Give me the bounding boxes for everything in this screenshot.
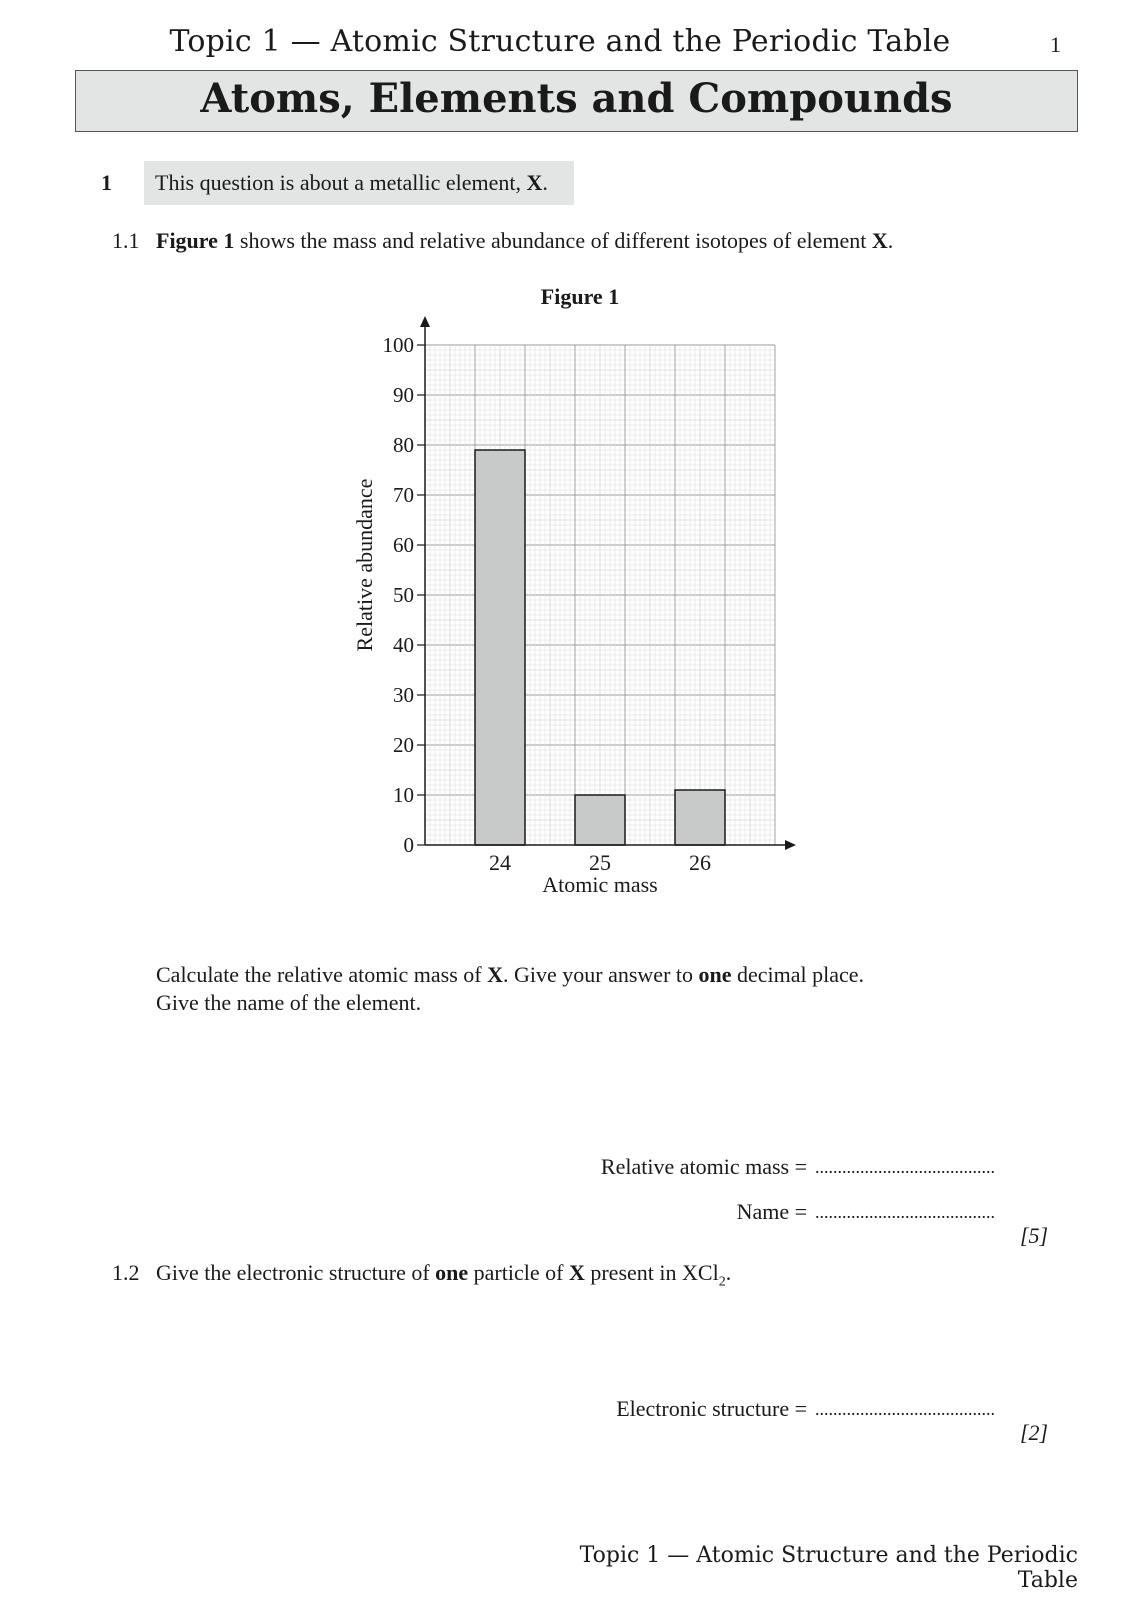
instruction-line-2: Give the name of the element. [156,990,422,1015]
y-tick-label-70: 70 [393,483,414,507]
bar-26 [675,790,725,845]
answer-label-name: Name = [736,1199,807,1224]
instruction-part3: decimal place. [731,962,865,987]
section-title: Atoms, Elements and Compounds [200,75,953,122]
subquestion-number-1-2: 1.2 [112,1260,140,1285]
question-intro-element: X [526,170,543,195]
x-tick-label-24: 24 [489,850,511,875]
subquestion-1-1-end: . [887,228,894,253]
subquestion-1-2-subscript: 2 [718,1274,726,1290]
x-axis-arrowhead [785,840,796,850]
instruction-bold: one [698,962,732,987]
y-tick-label-90: 90 [393,383,414,407]
bar-25 [575,795,625,845]
question-intro-text: This question is about a metallic element, [155,170,527,195]
y-tick-label-0: 0 [403,833,414,857]
marks-1-1: [5] [1020,1223,1049,1248]
subquestion-1-2-part1: Give the electronic structure of [156,1260,436,1285]
bar-24 [475,450,525,845]
subquestion-1-2-end: . [725,1260,732,1285]
x-axis-label: Atomic mass [542,872,658,897]
footer-topic: Topic 1 — Atomic Structure and the Periodic Table [579,1543,1078,1593]
subquestion-1-1-element: X [871,228,888,253]
y-tick-labels [383,333,426,857]
x-tick-label-25: 25 [589,850,611,875]
y-tick-label-60: 60 [393,533,414,557]
subquestion-1-1-body: shows the mass and relative abundance of different isotopes of element [234,228,872,253]
y-tick-label-10: 10 [393,783,414,807]
y-tick-label-50: 50 [393,583,414,607]
section-title-box [75,70,1078,132]
question-intro [144,161,574,205]
answer-field-relative-atomic-mass[interactable]: ........................................ [815,1157,995,1177]
question-number: 1 [101,170,112,195]
instruction-part2: . Give your answer to [503,962,699,987]
subquestion-1-2-text [156,1260,731,1290]
subquestion-number-1-1: 1.1 [112,228,140,253]
subquestion-1-2-bold: one [435,1260,469,1285]
isotope-bar-chart [340,310,810,900]
y-tick-label-80: 80 [393,433,414,457]
answer-field-electronic-structure[interactable]: ........................................ [815,1399,995,1419]
y-tick-label-20: 20 [393,733,414,757]
y-axis-label: Relative abundance [352,478,377,652]
answer-label-electronic-structure: Electronic structure = [616,1396,807,1421]
topic-header: Topic 1 — Atomic Structure and the Periodic Table [169,24,951,59]
marks-1-2: [2] [1020,1420,1049,1445]
subquestion-1-1-text [156,228,893,254]
y-tick-label-100: 100 [382,333,414,357]
instruction-element: X [487,962,503,987]
question-intro-end: . [542,170,548,195]
figure-reference: Figure 1 [156,228,235,253]
y-tick-label-30: 30 [393,683,414,707]
figure-title: Figure 1 [540,284,620,309]
subquestion-1-2-element: X [568,1260,585,1285]
instruction-part1: Calculate the relative atomic mass of [156,962,488,987]
instruction-line-1 [156,962,864,988]
answer-field-name[interactable]: ........................................ [815,1202,995,1222]
answer-label-relative-atomic-mass: Relative atomic mass = [600,1154,807,1179]
subquestion-1-2-part2: particle of [468,1260,569,1285]
y-axis-arrowhead [420,316,430,327]
y-tick-label-40: 40 [393,633,414,657]
page-number: 1 [1050,32,1061,57]
subquestion-1-2-part3: present in XCl [584,1260,719,1285]
x-tick-label-26: 26 [689,850,711,875]
